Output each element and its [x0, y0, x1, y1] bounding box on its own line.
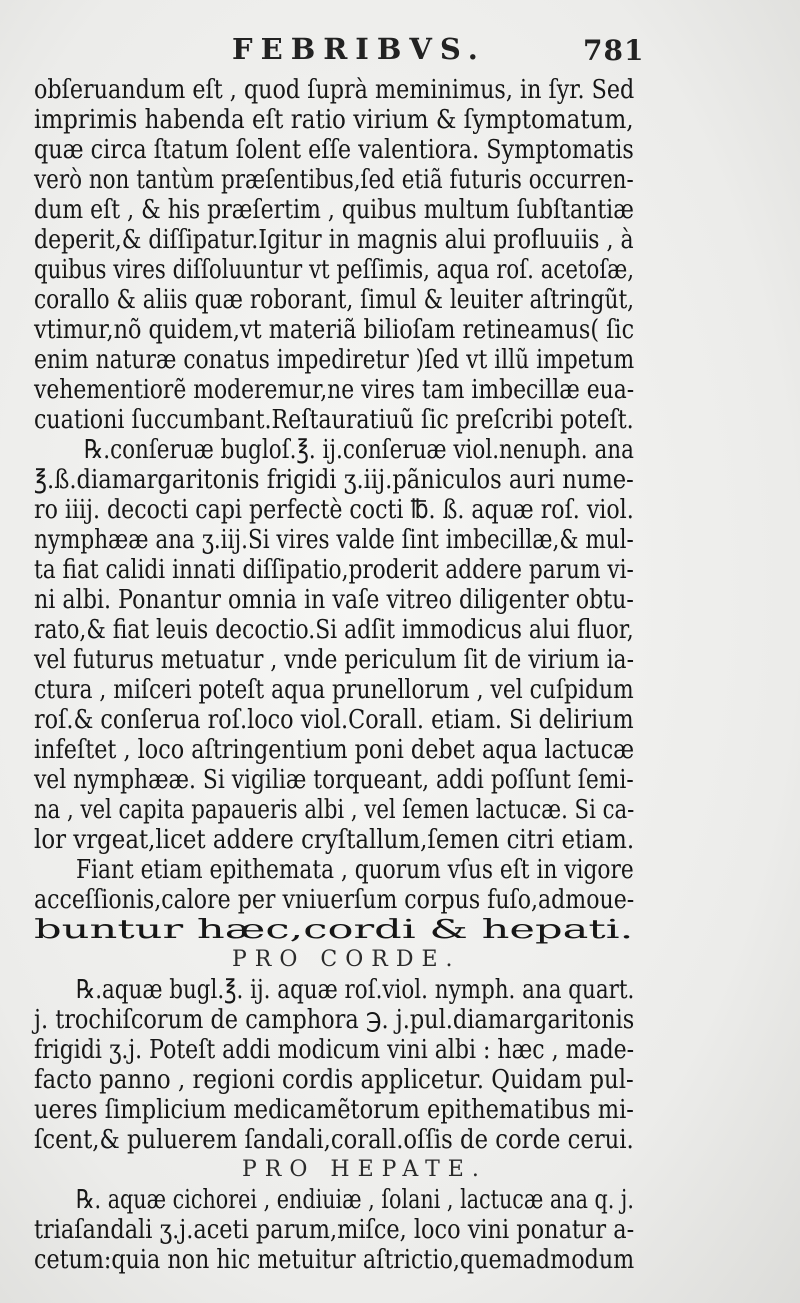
recipe-line: ℞. aquæ cichorei , endiuiæ , ſolani , lactucæ ana q. j.: [76, 1185, 634, 1215]
text-line: deperit,& diſſipatur.Igitur in magnis alui profluuiis , à: [34, 225, 634, 255]
text-line: cetum:quia non hic metuitur aſtrictio,quemadmodum: [34, 1245, 635, 1275]
text-line: frigidi ʒ.j. Poteſt addi modicum vini albi : hæc , made-: [34, 1035, 635, 1065]
text-line: ueres ſimplicium medicamẽtorum epithematibus mi-: [34, 1095, 634, 1125]
section-heading-pro-corde: PRO CORDE.: [232, 947, 461, 972]
recipe-line: ℞.conſeruæ bugloſ.℥. ij.conſeruæ viol.nenuph. ana: [84, 435, 634, 465]
text-line: facto panno , regioni cordis applicetur. Quidam pul-: [34, 1065, 634, 1095]
text-line: verò non tantùm præſentibus,ſed etiã futuris occurren-: [34, 165, 634, 195]
text-line: ſcent,& puluerem ſandali,corall.oſſis de corde cerui.: [34, 1125, 634, 1155]
text-line: enim naturæ conatus impediretur )ſed vt illũ impetum: [34, 345, 635, 375]
text-line: lor vrgeat,licet addere cryſtallum,ſemen citri etiam.: [34, 825, 635, 855]
recipe-line: ℞.aquæ bugl.℥. ij. aquæ roſ.viol. nymph. ana quart.: [76, 975, 635, 1005]
text-line: infeſtet , loco aſtringentium poni debet aqua lactucæ: [34, 735, 635, 765]
text-line: obſeruandum eſt , quod ſuprà meminimus, in ſyr. Sed: [34, 75, 635, 105]
text-line: vel futurus metuatur , vnde periculum ſit de virium ia-: [34, 645, 634, 675]
running-head: FEBRIBVS.: [232, 32, 486, 66]
text-line: triaſandali ʒ.j.aceti parum,miſce, loco vini ponatur a-: [34, 1215, 635, 1245]
text-line: roſ.& conſerua roſ.loco viol.Corall. etiam. Si delirium: [34, 705, 634, 735]
text-line: quibus vires diſſoluuntur vt peſſimis, aqua roſ. acetoſæ,: [34, 255, 635, 285]
text-line: acceſſionis,calore per vniuerſum corpus fuſo,admoue-: [34, 885, 635, 915]
text-line: vtimur,nõ quidem,vt materiã bilioſam retineamus( ſic: [34, 315, 635, 345]
text-line: dum eſt , & his præſertim , quibus multum ſubſtantiæ: [34, 195, 634, 225]
text-line: ta fiat calidi innati diſſipatio,proderit addere parum vi-: [34, 555, 634, 585]
text-line: rato,& fiat leuis decoctio.Si adſit immodicus alui fluor,: [34, 615, 634, 645]
page-number: 781: [583, 34, 645, 67]
text-line: vehementiorẽ moderemur,ne vires tam imbecillæ eua-: [34, 375, 635, 405]
text-line: buntur hæc,cordi & hepati.: [34, 915, 634, 945]
text-line: ctura , miſceri poteſt aqua prunellorum , vel cuſpidum: [34, 675, 634, 705]
text-line: corallo & aliis quæ roborant, ſimul & leuiter aſtringũt,: [34, 285, 635, 315]
text-line: cuationi ſuccumbant.Reſtauratiuũ ſic preſcribi poteſt.: [34, 405, 634, 435]
text-line: nymphææ ana ʒ.iij.Si vires valde ſint imbecillæ,& mul-: [34, 525, 634, 555]
text-line: quæ circa ſtatum ſolent eſſe valentiora. Symptomatis: [34, 135, 634, 165]
text-line: ℥.ß.diamargaritonis frigidi ʒ.iij.pãniculos auri nume-: [34, 465, 634, 495]
text-line: vel nymphææ. Si vigiliæ torqueant, addi poſſunt ſemi-: [34, 765, 634, 795]
text-line: ni albi. Ponantur omnia in vaſe vitreo diligenter obtu-: [34, 585, 634, 615]
text-line: imprimis habenda eſt ratio virium & ſymptomatum,: [34, 105, 634, 135]
page-header: [0, 30, 800, 74]
text-line: na , vel capita papaueris albi , vel ſemen lactucæ. Si ca-: [34, 795, 635, 825]
section-heading-pro-hepate: PRO HEPATE.: [242, 1157, 487, 1182]
paragraph-start-line: Fiant etiam epithemata , quorum vſus eſt in vigore: [76, 855, 634, 885]
text-line: ro iiij. decocti capi perfectè cocti ℔. ß. aquæ roſ. viol.: [34, 495, 634, 525]
text-line: j. trochiſcorum de camphora ℈. j.pul.diamargaritonis: [34, 1005, 635, 1035]
